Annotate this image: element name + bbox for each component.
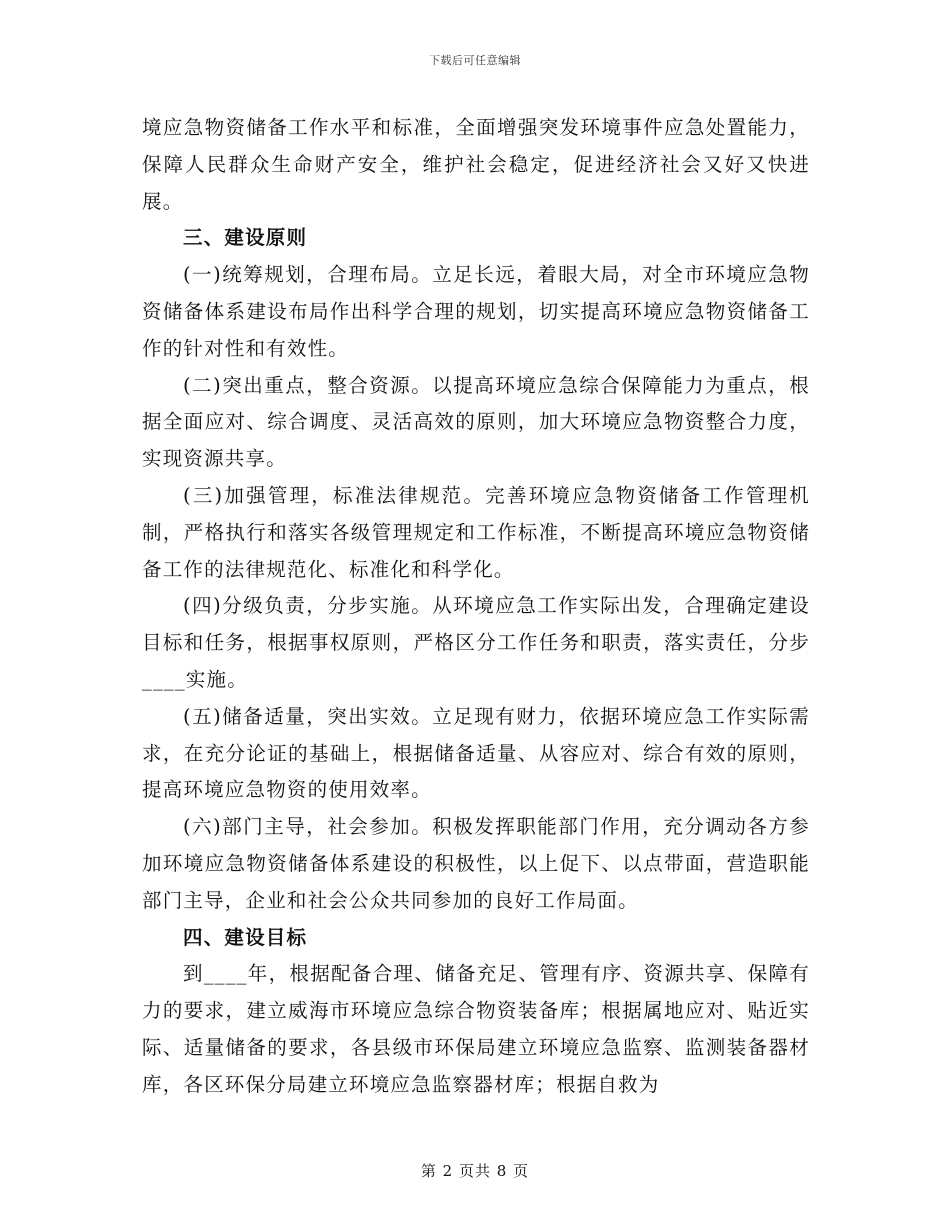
paragraph-continuation: 境应急物资储备工作水平和标准，全面增强突发环境事件应急处置能力，保障人民群众生命财产安全，维护社会稳定，促进经济社会又好又快进展。 (142, 116, 810, 213)
document-body (142, 110, 810, 1104)
paragraph-principle-1: (一)统筹规划，合理布局。立足长远，着眼大局，对全市环境应急物资储备体系建设布局作出科学合理的规划，切实提高环境应急物资储备工作的针对性和有效性。 (142, 263, 810, 360)
paragraph-principle-2: (二)突出重点，整合资源。以提高环境应急综合保障能力为重点，根据全面应对、综合调度、灵活高效的原则，加大环境应急物资整合力度，实现资源共享。 (142, 373, 810, 471)
section-heading-principles: 三、建设原则 (183, 226, 308, 250)
paragraph-goals: 到____年，根据配备合理、储备充足、管理有序、资源共享、保障有力的要求，建立威海市环境应急综合物资装备库；根据属地应对、贴近实际、适量储备的要求，各县级市环保局建立环境应急监察、监测装备器材库，各区环保分局建立环境应急监察器材库；根据自救为 (142, 962, 810, 1096)
download-note: 下载后可任意编辑 (429, 54, 521, 67)
page-number: 第 2 页共 8 页 (420, 1162, 530, 1180)
section-heading-goals: 四、建设目标 (183, 925, 308, 949)
paragraph-principle-3: (三)加强管理，标准法律规范。完善环境应急物资储备工作管理机制，严格执行和落实各级管理规定和工作标准，不断提高环境应急物资储备工作的法律规范化、标准化和科学化。 (142, 483, 810, 581)
paragraph-principle-5: (五)储备适量，突出实效。立足现有财力，依据环境应急工作实际需求，在充分论证的基础上，根据储备适量、从容应对、综合有效的原则，提高环境应急物资的使用效率。 (142, 704, 810, 802)
paragraph-principle-4: (四)分级负责，分步实施。从环境应急工作实际出发，合理确定建设目标和任务，根据事权原则，严格区分工作任务和职责，落实责任，分步____实施。 (142, 594, 810, 691)
paragraph-principle-6: (六)部门主导，社会参加。积极发挥职能部门作用，充分调动各方参加环境应急物资储备体系建设的积极性，以上促下、以点带面，营造职能部门主导，企业和社会公众共同参加的良好工作局面。 (142, 815, 810, 912)
